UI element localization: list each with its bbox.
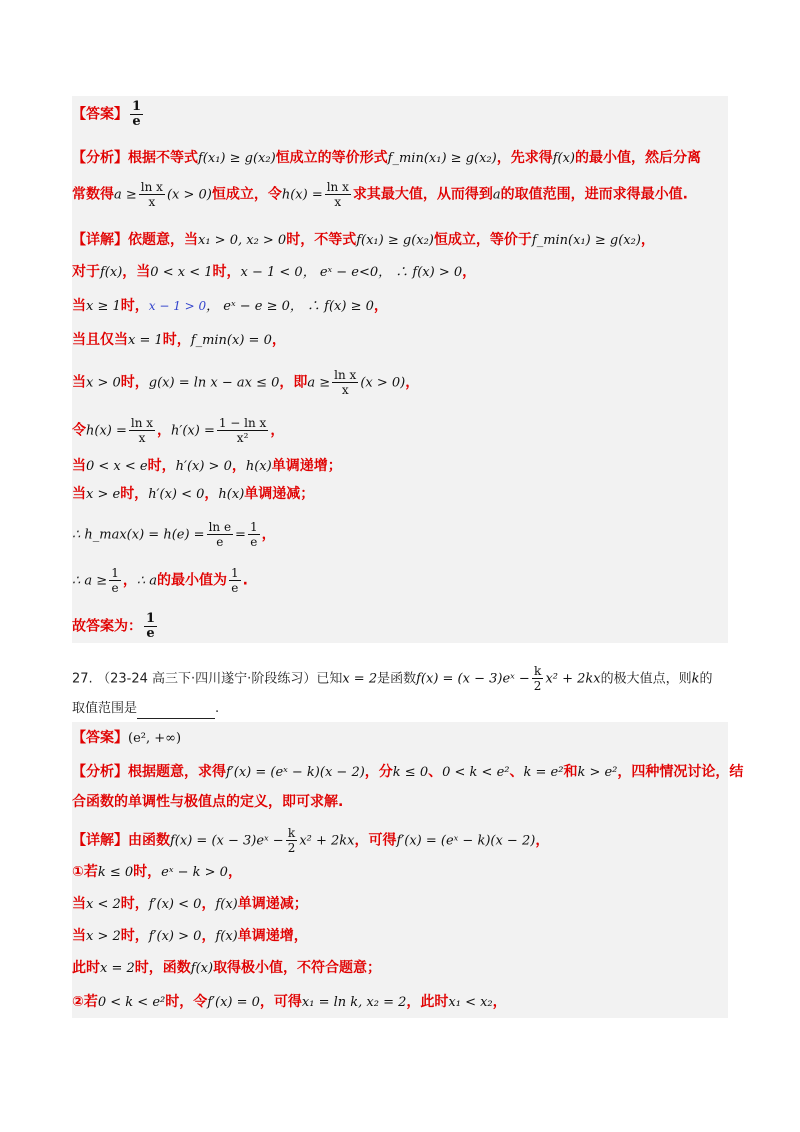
m3-text: f_min(x₁) ≥ g(x₂) [531,233,641,248]
m4d-text: x [148,195,156,209]
r5-m3b-text: (x > 0) [360,375,406,391]
r6-m1-text: 0 < k < e² [97,995,166,1010]
r5-m1-text: x = 2 [100,961,135,976]
line2-text: 合函数的单调性与极值点的定义，即可求解. [72,794,344,810]
m1a-text: f(x) = (x − 3)eˣ − [170,833,284,849]
r5-m3a-text: a ≥ [307,375,331,391]
r5-m2-text: f(x) [190,961,214,976]
t4-text: 、 [509,764,524,780]
detail-line-4 [72,330,728,351]
t6-text: 恒成立，令 [211,186,282,203]
r2-m3-text: x − 1 < 0， eˣ − e<0， ∴ f(x) > 0 [240,265,463,280]
r8-t2-text: 时， [120,486,149,502]
analysis-line-1 [72,148,728,169]
r2-m2-text: eˣ − k > 0 [161,865,228,880]
r2-m1-text: k ≤ 0 [97,865,134,880]
r5-m1-text: x > 0 [86,375,121,391]
m3-text: k [691,671,700,687]
num-text: 27. [72,671,93,687]
t3-text: ，先求得 [496,150,553,166]
r3-blue-text: x − 1 > 0 [148,299,207,313]
m5d-text: x [334,195,342,209]
m1-text: x = 2 [342,671,378,687]
t2-text: 恒成立的等价形式 [275,150,388,166]
final-d-text: e [146,626,155,641]
r3-m3-text: f(x) [215,897,238,912]
detail-line-1 [72,230,728,251]
fraction [207,520,233,549]
m3-text: 0 < k < e² [442,765,510,780]
r4-m1-text: x = 1 [128,333,163,348]
r10-m2-text: ∴ a [136,573,157,589]
final-t-text: 故答案为： [72,618,142,635]
r5-t4-text: ， [405,374,420,391]
source-text: （23-24 高三下·四川遂宁·阶段练习）已知 [97,671,343,687]
m5n-text: ln x [326,180,349,194]
m5-text: k > e² [577,765,618,780]
r6-t1-text: ②若 [72,994,98,1010]
detail-27-line-3 [72,894,728,915]
r6-m1n-text: ln x [130,416,154,430]
m3-text: f(x) [552,151,575,166]
t2-text: ，分 [364,764,393,780]
r6-m4-text: x₁ < x₂ [448,995,493,1010]
r3-t4-text: 单调递减； [237,896,308,912]
r6-t2-text: ， [157,422,172,439]
r2-t2-text: 时， [133,864,162,880]
r7-m2-text: h′(x) > 0 [175,459,232,474]
line2-text: 取值范围是 [72,701,138,716]
answer-label-text: 【答案】 [72,730,128,746]
final-n-text: 1 [146,611,156,626]
r2-t3-text: ， [227,864,242,880]
label-text: 【详解】 [72,232,128,248]
fraction [286,826,298,855]
r4-m3-text: f(x) [215,929,238,944]
detail-27-line-6 [72,992,728,1013]
m5a-text: h(x) = [281,187,323,203]
answer-fraction [130,100,143,129]
t1-text: 是函数 [377,671,417,687]
r7-t2-text: 时， [147,458,176,474]
r2-m1-text: f(x) [100,265,123,280]
t2-text: ，可得 [354,832,397,849]
r3-m1-text: x < 2 [86,897,121,912]
analysis-27-line-2 [72,792,728,812]
answer-num-text: 1 [132,99,142,114]
r3-m1-text: x ≥ 1 [86,299,121,314]
r4-t1-text: 当 [72,928,86,944]
r6-m2-text: f′(x) = 0 [207,995,260,1010]
r5-t2-text: 时， [120,374,149,391]
m2d-text: 2 [533,679,542,693]
m1-text: f′(x) = (eˣ − k)(x − 2) [226,765,365,780]
r4-t1-text: 当且仅当 [72,332,128,348]
r6-t5-text: ， [492,994,507,1010]
t8-text: 的取值范围，进而求得最小值. [500,186,688,203]
t6-text: ，四种情况讨论，结 [617,764,744,780]
m2-text: f′(x) = (eˣ − k)(x − 2) [396,833,536,849]
r2-t1-text: ①若 [72,864,98,880]
r5-m2-text: g(x) = ln x − ax ≤ 0 [148,375,280,391]
r6-t1-text: 令 [72,422,86,439]
r10-d-text: e [111,581,119,595]
r4-t2-text: 时， [120,928,149,944]
detail-line-2 [72,262,728,283]
r2-t3-text: 时， [212,264,241,280]
r10-t2-text: 的最小值为 [156,572,227,589]
m4-text: k = e² [523,765,564,780]
r6-m1d-text: x [138,431,146,445]
question-27-line-2 [72,698,728,719]
r9-n2-text: 1 [249,520,258,534]
r4-t4-text: 单调递增， [237,928,308,944]
r4-m2-text: f_min(x) = 0 [190,333,272,348]
analysis-line-2 [72,180,728,209]
m2n-text: k [532,664,544,679]
answer-den-text: e [132,114,141,129]
m2-text: f(x₁) ≥ g(x₂) [356,233,434,248]
t2-text: 时，不等式 [286,232,357,248]
r3-t3-text: ， [201,896,216,912]
m1b-text: x² + 2kx [299,833,355,849]
m1-text: x₁ > 0, x₂ > 0 [198,233,287,248]
r6-t3-text: ，可得 [259,994,302,1010]
t5-text: 常数得 [72,186,114,203]
fraction [217,416,268,445]
fraction [139,180,165,209]
r4-t2-text: 时， [162,332,191,348]
detail-line-8 [72,484,728,505]
r7-m3-text: h(x) [245,459,272,474]
fraction [144,612,157,641]
r3-m2-text: ， eˣ − e ≥ 0， ∴ f(x) ≥ 0 [206,299,374,314]
fraction [532,664,544,693]
m1d-text: 2 [287,841,296,855]
r10-n2-text: 1 [230,566,239,580]
label-text: 【详解】 [72,832,128,849]
m2a-text: f(x) = (x − 3)eˣ − [416,671,530,687]
detail-27-line-5 [72,958,728,979]
r5-t3-text: 取得极小值，不符合题意； [213,960,382,976]
r2-t2-text: ，当 [122,264,151,280]
t1-text: 根据不等式 [128,150,198,166]
m6-text: a [492,187,501,203]
m1n-text: k [286,826,298,841]
r3-t1-text: 当 [72,298,86,314]
t3-text: ， [535,832,550,849]
answer-label: 【答案】 [72,106,128,123]
r8-t1-text: 当 [72,486,86,502]
t3b-text: ， [640,232,655,248]
r7-t1-text: 当 [72,458,86,474]
r4-t3-text: ， [201,928,216,944]
m1-text: f(x₁) ≥ g(x₂) [198,151,276,166]
r9-m1-text: ∴ h_max(x) = h(e) = [72,527,205,543]
r7-t4-text: 单调递增； [271,458,342,474]
r5-m3n-text: ln x [334,368,357,382]
r10-m1-text: ∴ a ≥ [72,573,108,589]
answer-27-line [72,728,728,749]
r6-m2a-text: h′(x) = [171,423,215,439]
fraction [109,566,121,595]
fraction [248,520,260,549]
r10-t3-text: . [242,572,248,589]
fraction [229,566,241,595]
r3-t2-text: 时， [120,896,149,912]
t5-text: 和 [563,764,578,780]
r8-t3-text: ， [204,486,219,502]
detail-line-5 [72,368,728,397]
answer-blank[interactable] [137,704,215,719]
r8-m3-text: h(x) [218,487,245,502]
fraction [332,368,358,397]
t7-text: 求其最大值，从而得到 [352,186,493,203]
t3-text: 的 [699,671,713,687]
detail-27-line-4 [72,926,728,947]
r9-d2-text: e [250,535,258,549]
t3-text: 、 [428,764,443,780]
r6-m2n-text: 1 − ln x [218,416,267,430]
t1-text: 依题意，当 [128,232,198,248]
r2-t1-text: 对于 [72,264,100,280]
end-text: . [215,701,220,716]
r7-t3-text: ， [231,458,246,474]
fraction [129,416,155,445]
r4-m1-text: x > 2 [86,929,121,944]
m4a-text: a ≥ [114,187,137,203]
fraction [325,180,351,209]
r3-t1-text: 当 [72,896,86,912]
r5-m3d-text: x [341,383,349,397]
detail-line-9 [72,520,728,549]
analysis-27-line-1 [72,762,744,783]
m2-text: f_min(x₁) ≥ g(x₂) [387,151,497,166]
label-text: 【分析】 [72,764,128,780]
m2-text: k ≤ 0 [392,765,429,780]
r6-m2d-text: x² [236,431,249,445]
r8-m2-text: h′(x) < 0 [148,487,205,502]
r6-t3-text: ， [270,422,285,439]
detail-27-line-1 [72,826,728,855]
m4n-text: ln x [140,180,163,194]
r3-t3-text: ， [373,298,388,314]
r5-t1-text: 此时 [72,960,100,976]
r8-t4-text: 单调递减； [244,486,315,502]
m2b-text: x² + 2kx [545,671,601,687]
final-answer-line [72,612,728,641]
answer-line [72,100,728,129]
answer-text: (e², +∞) [128,731,182,746]
r3-t2-text: 时， [120,298,149,314]
r6-t2-text: 时，令 [165,994,208,1010]
detail-line-6 [72,416,728,445]
r10-n-text: 1 [111,566,119,580]
r6-m3-text: x₁ = ln k, x₂ = 2 [301,995,407,1010]
r6-t4-text: ，此时 [406,994,449,1010]
r4-t3-text: ， [271,332,286,348]
detail-27-line-2 [72,862,728,883]
r2-t4-text: ， [462,264,477,280]
r5-t1-text: 当 [72,374,86,391]
label-text: 【分析】 [72,150,128,166]
r8-m1-text: x > e [86,487,121,502]
question-27-line-1 [72,664,728,693]
r5-t3-text: ，即 [279,374,308,391]
r2-m2-text: 0 < x < 1 [150,265,213,280]
r5-t2-text: 时，函数 [134,960,191,976]
r7-m1-text: 0 < x < e [86,459,148,474]
t1-text: 根据题意，求得 [128,764,226,780]
r9-t1-text: ， [261,526,276,543]
r9-eq-text: = [235,527,246,543]
m4b-text: (x > 0) [166,187,212,203]
r9-d1-text: e [216,535,224,549]
t3-text: 恒成立，等价于 [433,232,532,248]
t2-text: 的极大值点，则 [600,671,692,687]
r10-d2-text: e [231,581,239,595]
t4-text: 的最小值，然后分离 [575,150,701,166]
r4-m2-text: f′(x) > 0 [148,929,202,944]
detail-line-7 [72,456,728,477]
r9-n1-text: ln e [208,520,232,534]
r6-m1a-text: h(x) = [86,423,127,439]
r3-m2-text: f′(x) < 0 [148,897,202,912]
r10-t1-text: ， [122,572,137,589]
detail-line-3 [72,296,728,317]
detail-line-10 [72,566,728,595]
t1-text: 由函数 [128,832,170,849]
